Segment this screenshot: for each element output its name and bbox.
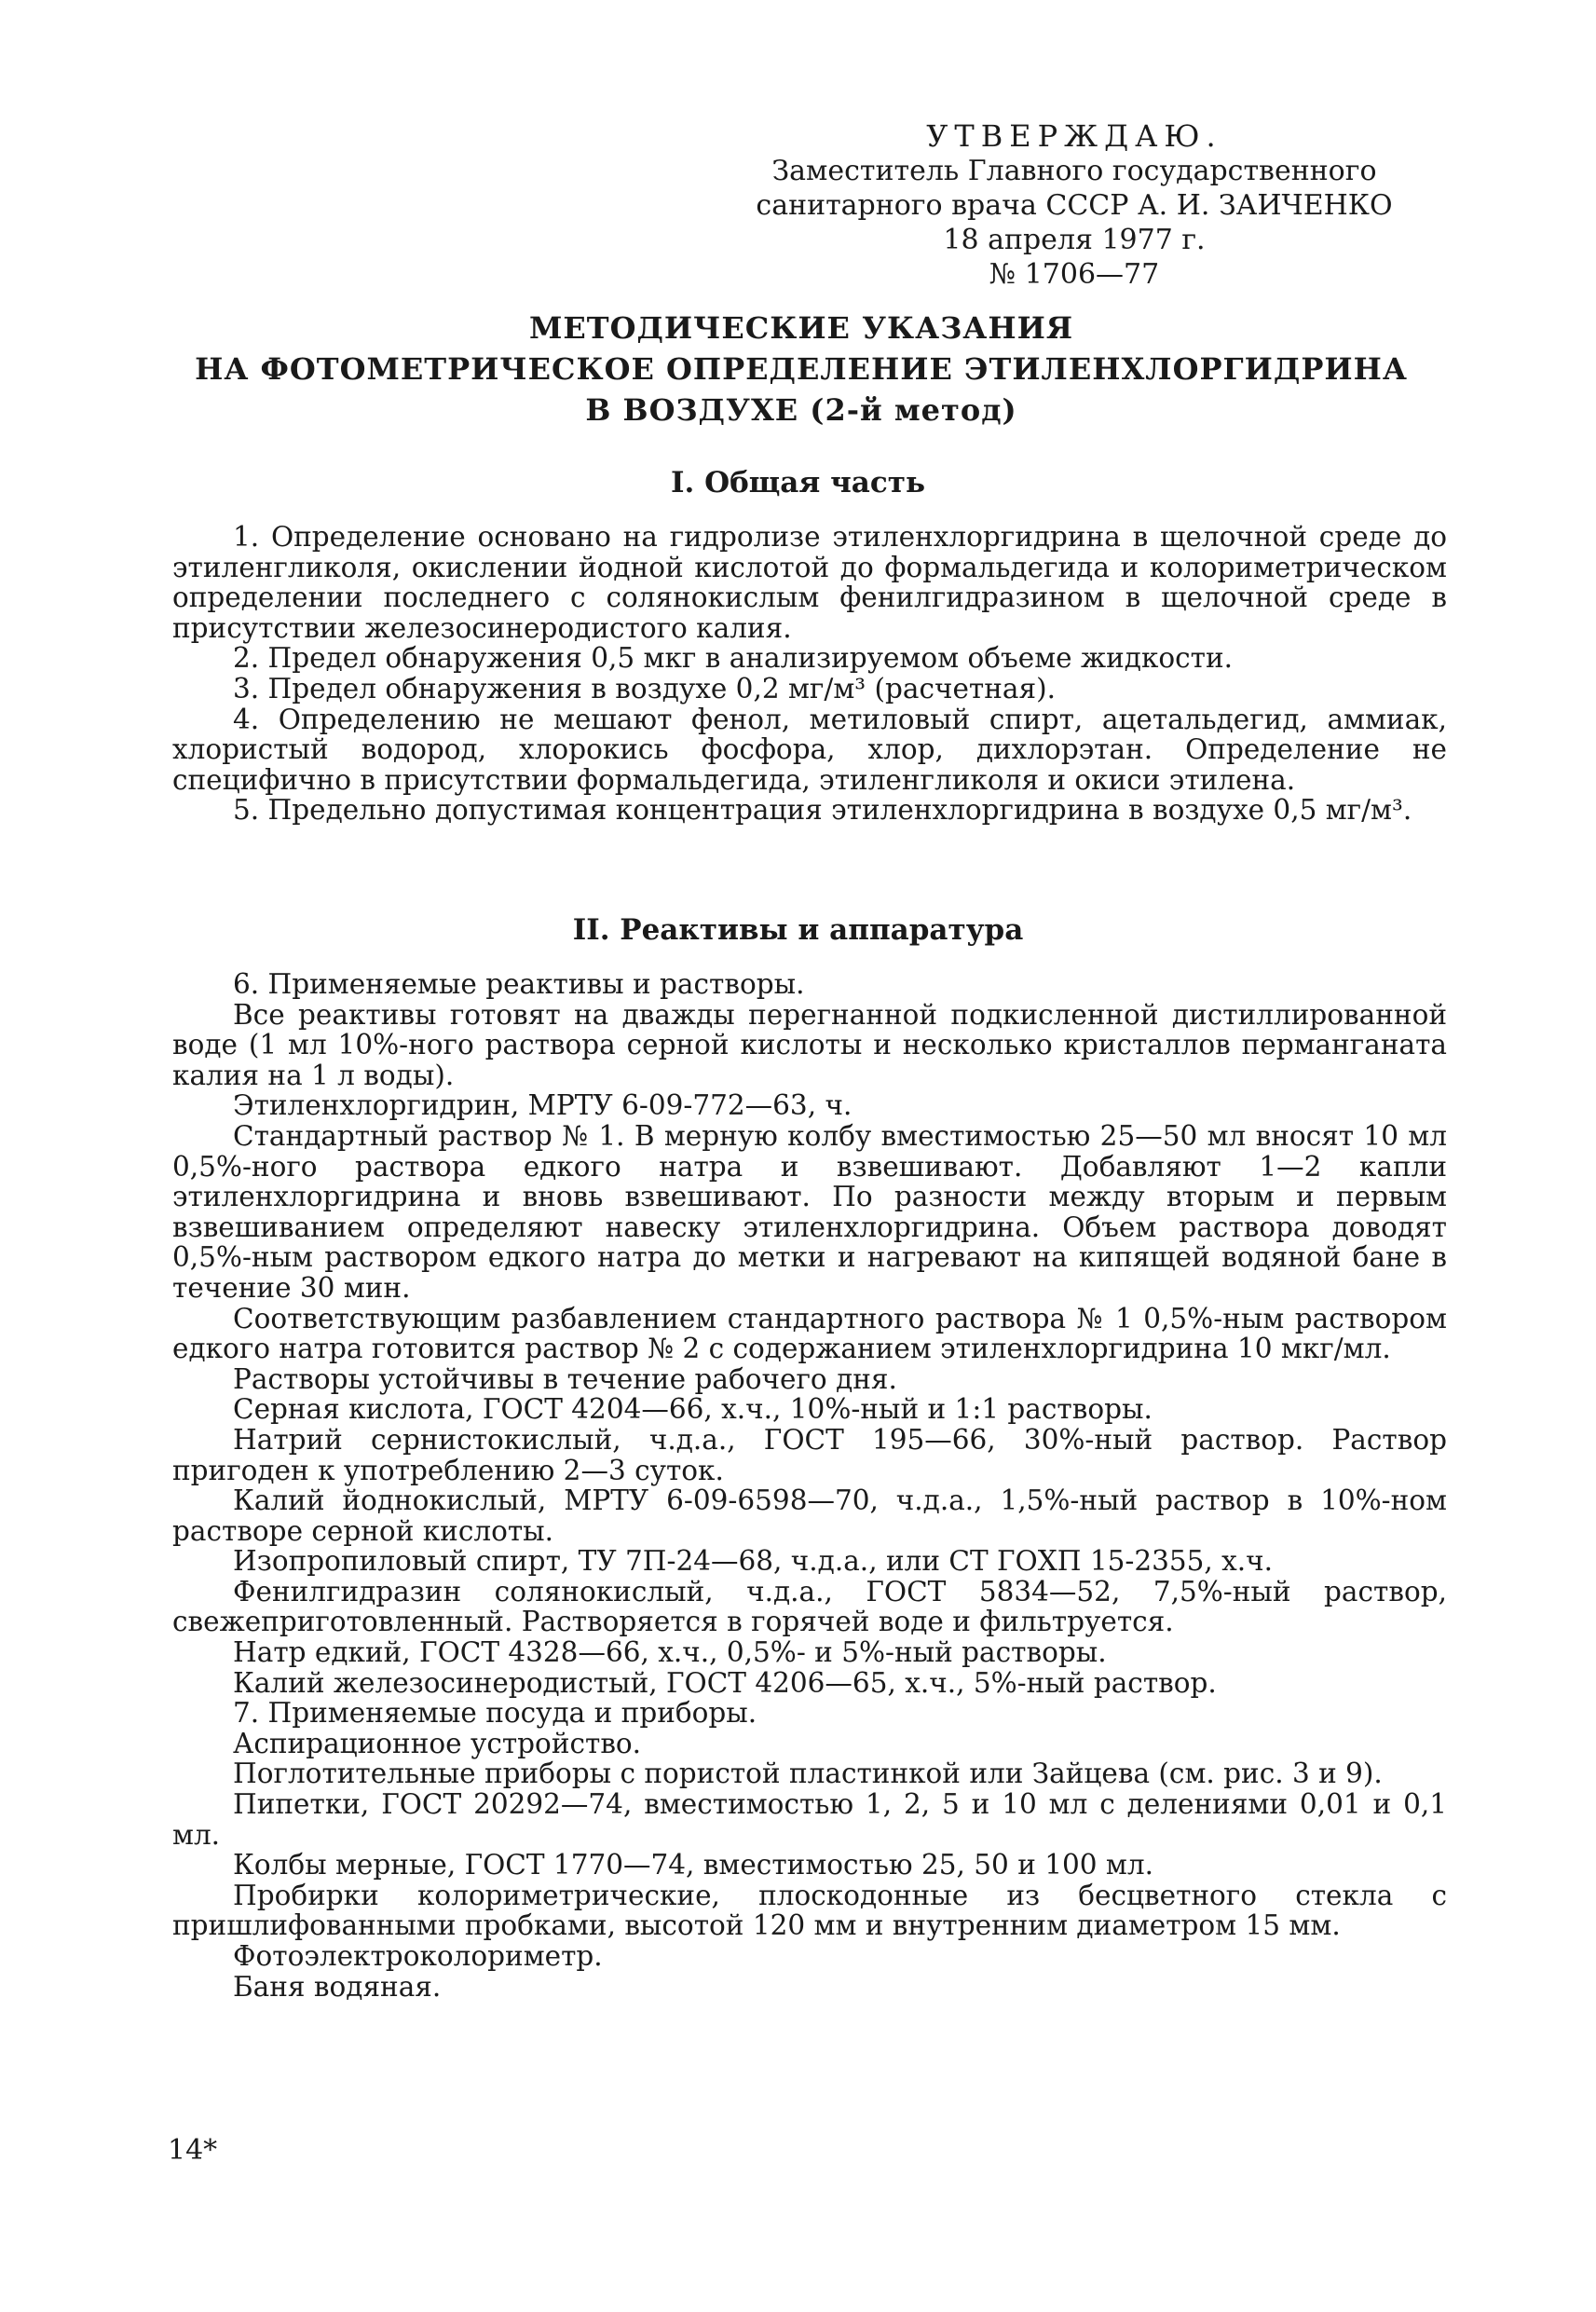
section-1-heading: I. Общая часть [671,466,925,499]
section-2-heading: II. Реактивы и аппаратура [572,913,1024,947]
paragraph: Пробирки колориметрические, плоскодонные из бесцветного стекла с пришлифованными пробками, высотой 120 мм и внутренним диаметром 15 мм. [172,1879,1447,1942]
approval-line-1: Заместитель Главного государственного [771,155,1377,187]
paragraph: 7. Применяемые посуда и приборы. [233,1697,757,1730]
paragraph: Баня водяная. [233,1970,442,2003]
section-2-body [172,969,1447,2002]
paragraph: Калий йоднокислый, МРТУ 6-09-6598—70, ч.д.а., 1,5%-ный раствор в 10%-ном растворе серной кислоты. [172,1484,1447,1547]
title-line-2: НА ФОТОМЕТРИЧЕСКОЕ ОПРЕДЕЛЕНИЕ ЭТИЛЕНХЛОРГИДРИНА [195,351,1408,387]
approval-heading: УТВЕРЖДАЮ. [926,118,1222,154]
approval-block [720,119,1428,292]
paragraph: 5. Предельно допустимая концентрация этиленхлоргидрина в воздухе 0,5 мг/м³. [233,794,1412,827]
paragraph: Натр едкий, ГОСТ 4328—66, х.ч., 0,5%- и 5%-ный растворы. [233,1636,1107,1669]
paragraph: 1. Определение основано на гидролизе этиленхлоргидрина в щелочной среде до этиленгликоля, окислении йодной кислотой до формальдегида и колориметрическом определении последнего с солянокислым фенилгидразином в щелочной среде в присутствии железосинеродистого калия. [172,521,1447,644]
document-title [149,308,1453,431]
paragraph: Пипетки, ГОСТ 20292—74, вместимостью 1, 2, 5 и 10 мл с делениями 0,01 и 0,1 мл. [172,1788,1447,1851]
paragraph: Фенилгидразин солянокислый, ч.д.а., ГОСТ 5834—52, 7,5%-ный раствор, свежеприготовленный. Растворяется в горячей воде и фильтруется. [172,1575,1447,1638]
paragraph: 6. Применяемые реактивы и растворы. [233,968,805,1000]
paragraph: 4. Определению не мешают фенол, метиловый спирт, ацетальдегид, аммиак, хлористый водород, хлорокись фосфора, хлор, дихлорэтан. Определение не специфично в присутствии формальдегида, этиленгликоля и окиси этилена. [172,703,1447,796]
title-line-3: В ВОЗДУХЕ (2-й метод) [585,392,1017,428]
paragraph: Поглотительные приборы с пористой пластинкой или Зайцева (см. рис. 3 и 9). [233,1758,1383,1790]
paragraph: Изопропиловый спирт, ТУ 7П-24—68, ч.д.а., или СТ ГОХП 15-2355, х.ч. [233,1545,1274,1578]
paragraph: Колбы мерные, ГОСТ 1770—74, вместимостью 25, 50 и 100 мл. [233,1849,1153,1881]
approval-line-2: санитарного врача СССР А. И. ЗАИЧЕНКО [756,189,1393,222]
paragraph: Фотоэлектроколориметр. [233,1940,603,1972]
paragraph: Аспирационное устройство. [233,1727,642,1759]
approval-date: 18 апреля 1977 г. [943,224,1206,256]
approval-number: № 1706—77 [989,258,1160,291]
title-line-1: МЕТОДИЧЕСКИЕ УКАЗАНИЯ [528,310,1074,346]
page-number: 14* [168,2134,218,2167]
paragraph: Серная кислота, ГОСТ 4204—66, х.ч., 10%-ный и 1:1 растворы. [233,1393,1153,1426]
paragraph: 3. Предел обнаружения в воздухе 0,2 мг/м³ (расчетная). [233,672,1056,705]
paragraph: Этиленхлоргидрин, МРТУ 6-09-772—63, ч. [233,1089,853,1122]
paragraph: Стандартный раствор № 1. В мерную колбу вместимостью 25—50 мл вносят 10 мл 0,5%-ного раствора едкого натра и взвешивают. Добавляют 1—2 капли этиленхлоргидрина и вновь взвешивают. По разности между вторым и первым взвешиванием определяют навеску этиленхлоргидрина. Объем раствора доводят 0,5%-ным раствором едкого натра до метки и нагревают на кипящей водяной бане в течение 30 мин. [172,1119,1447,1304]
paragraph: Калий железосинеродистый, ГОСТ 4206—65, х.ч., 5%-ный раствор. [233,1666,1217,1699]
paragraph: Все реактивы готовят на дважды перегнанной подкисленной дистиллированной воде (1 мл 10%-ного раствора серной кислоты и несколько кристаллов перманганата калия на 1 л воды). [172,998,1447,1091]
paragraph: Соответствующим разбавлением стандартного раствора № 1 0,5%-ным раствором едкого натра готовится раствор № 2 с содержанием этиленхлоргидрина 10 мкг/мл. [172,1302,1447,1365]
paragraph: Растворы устойчивы в течение рабочего дня. [233,1362,897,1395]
section-1-body [172,522,1447,826]
paragraph: Натрий сернистокислый, ч.д.а., ГОСТ 195—66, 30%-ный раствор. Раствор пригоден к употреблению 2—3 суток. [172,1423,1447,1486]
paragraph: 2. Предел обнаружения 0,5 мкг в анализируемом объеме жидкости. [233,642,1234,675]
